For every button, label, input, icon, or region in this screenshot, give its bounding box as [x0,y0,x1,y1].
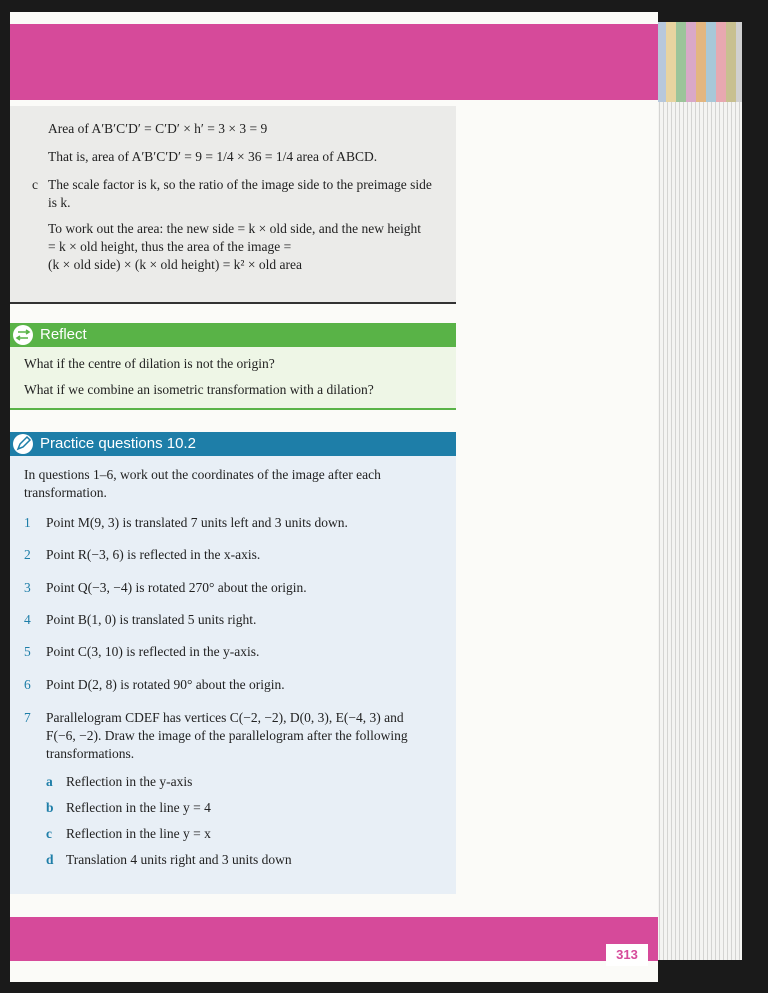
question-text: Point D(2, 8) is rotated 90° about the origin. [46,677,285,692]
sub-part-text: Reflection in the line y = 4 [66,800,211,815]
worked-c-text-4: = k × old height, thus the area of the image = [48,239,292,254]
bottom-pink-band [10,917,658,961]
pencil-icon [12,433,34,455]
practice-header [10,432,456,456]
question-number: 7 [24,710,31,725]
reflect-question-1: What if the centre of dilation is not the origin? [24,356,275,371]
question-7-line-2: F(−6, −2). Draw the image of the parallelogram after the following [46,728,408,743]
book-page [10,12,658,982]
practice-intro-1: In questions 1–6, work out the coordinates of the image after each [24,467,381,482]
question-number: 2 [24,547,31,562]
sub-part-label: d [46,852,54,867]
reflect-header [10,323,456,347]
page-number: 313 [606,944,648,966]
sub-part-label: b [46,800,54,815]
question-number: 6 [24,677,31,692]
reflect-icon [12,324,34,346]
worked-c-text-1: The scale factor is k, so the ratio of the image side to the preimage side [48,177,432,192]
worked-c-text-3: To work out the area: the new side = k × old side, and the new height [48,221,422,236]
question-number: 5 [24,644,31,659]
question-number: 3 [24,580,31,595]
question-7-line-3: transformations. [46,746,135,761]
practice-intro-2: transformation. [24,485,107,500]
reflect-body [10,347,456,410]
question-text: Point Q(−3, −4) is rotated 270° about the origin. [46,580,307,595]
worked-c-text-5: (k × old side) × (k × old height) = k² × old area [48,257,302,272]
question-text: Point R(−3, 6) is reflected in the x-axis. [46,547,261,562]
practice-title: Practice questions 10.2 [40,435,196,452]
sub-part-text: Reflection in the y-axis [66,774,193,789]
thumb-index-tabs [656,22,742,102]
worked-line-1: Area of A′B′C′D′ = C′D′ × h′ = 3 × 3 = 9 [48,121,268,136]
question-text: Point M(9, 3) is translated 7 units left and 3 units down. [46,515,348,530]
question-7-line-1: Parallelogram CDEF has vertices C(−2, −2), D(0, 3), E(−4, 3) and [46,710,404,725]
sub-part-label: a [46,774,53,789]
sub-part-label: c [46,826,52,841]
question-number: 4 [24,612,31,627]
worked-part-c-label: c [32,177,38,192]
question-number: 1 [24,515,31,530]
worked-line-2: That is, area of A′B′C′D′ = 9 = 1/4 × 36 = 1/4 area of ABCD. [48,149,378,164]
reflect-title: Reflect [40,326,87,343]
sub-part-text: Reflection in the line y = x [66,826,211,841]
question-text: Point B(1, 0) is translated 5 units right. [46,612,257,627]
worked-example-box [10,106,456,304]
worked-c-text-2: is k. [48,195,71,210]
question-text: Point C(3, 10) is reflected in the y-axis. [46,644,260,659]
sub-part-text: Translation 4 units right and 3 units down [66,852,292,867]
top-pink-band [10,24,658,100]
reflect-question-2: What if we combine an isometric transformation with a dilation? [24,382,374,397]
practice-body [10,456,456,894]
page-edge-stack [656,22,742,960]
